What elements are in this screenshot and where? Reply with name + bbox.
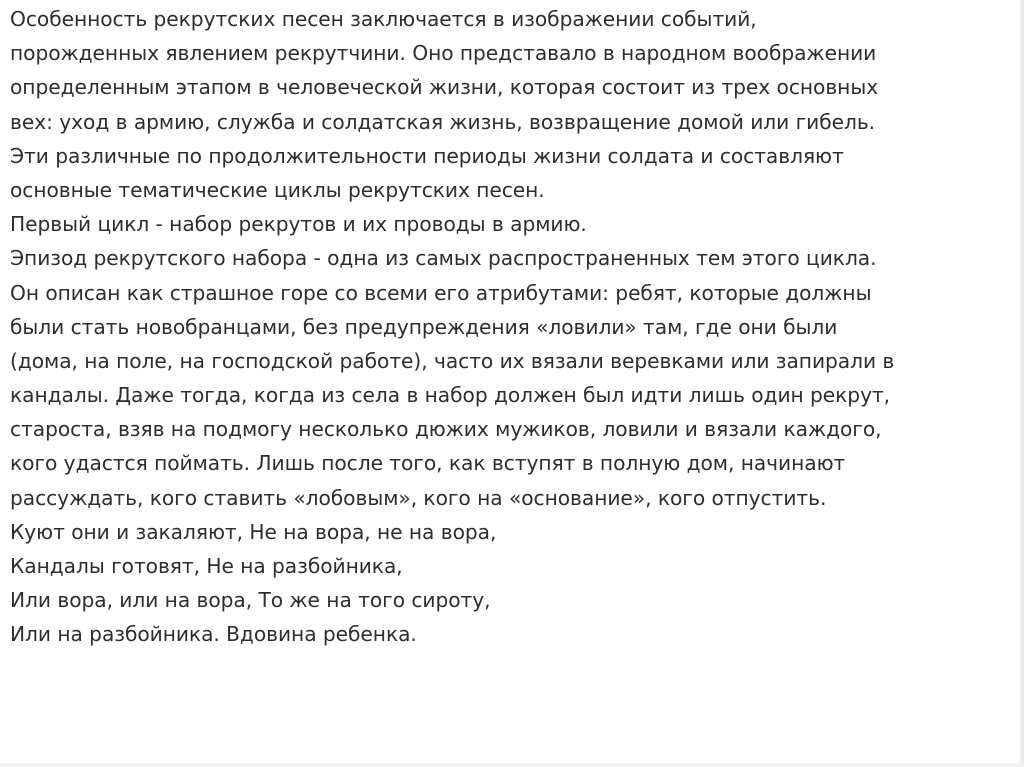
- text-line: Он описан как страшное горе со всеми его атрибутами: ребят, которые должны: [10, 280, 872, 305]
- text-line: кого удастся поймать. Лишь после того, как вступят в полную дом, начинают: [10, 451, 846, 476]
- text-line: определенным этапом в человеческой жизни, которая состоит из трех основных: [10, 75, 879, 100]
- text-line: основные тематические циклы рекрутских песен.: [10, 177, 545, 202]
- text-line: (дома, на поле, на господской работе), часто их вязали веревками или запирали в: [10, 348, 895, 373]
- text-line: Первый цикл - набор рекрутов и их проводы в армию.: [10, 212, 587, 237]
- slide-text-body: [10, 2, 1010, 652]
- text-line: Или на разбойника. Вдовина ребенка.: [10, 622, 417, 647]
- text-line: Эти различные по продолжительности периоды жизни солдата и составляют: [10, 143, 844, 168]
- text-line: Особенность рекрутских песен заключается в изображении событий,: [10, 7, 757, 31]
- text-line: рассуждать, кого ставить «лобовым», кого на «основание», кого отпустить.: [10, 485, 827, 510]
- slide-bottom-edge: [0, 763, 1024, 767]
- text-line: Куют они и закаляют, Не на вора, не на вора,: [10, 519, 497, 544]
- slide-edge-shadow: [1020, 0, 1024, 767]
- text-line: кандалы. Даже тогда, когда из села в набор должен был идти лишь один рекрут,: [10, 383, 891, 408]
- text-line: были стать новобранцами, без предупреждения «ловили» там, где они были: [10, 314, 838, 339]
- text-line: староста, взяв на подмогу несколько дюжих мужиков, ловили и вязали каждого,: [10, 417, 882, 442]
- text-line: вех: уход в армию, служба и солдатская жизнь, возвращение домой или гибель.: [10, 109, 876, 134]
- text-line: порожденных явлением рекрутчини. Оно представало в народном воображении: [10, 41, 877, 66]
- text-line: Эпизод рекрутского набора - одна из самых распространенных тем этого цикла.: [10, 246, 877, 271]
- text-line: Кандалы готовят, Не на разбойника,: [10, 554, 403, 578]
- text-line: Или вора, или на вора, То же на того сироту,: [10, 588, 491, 613]
